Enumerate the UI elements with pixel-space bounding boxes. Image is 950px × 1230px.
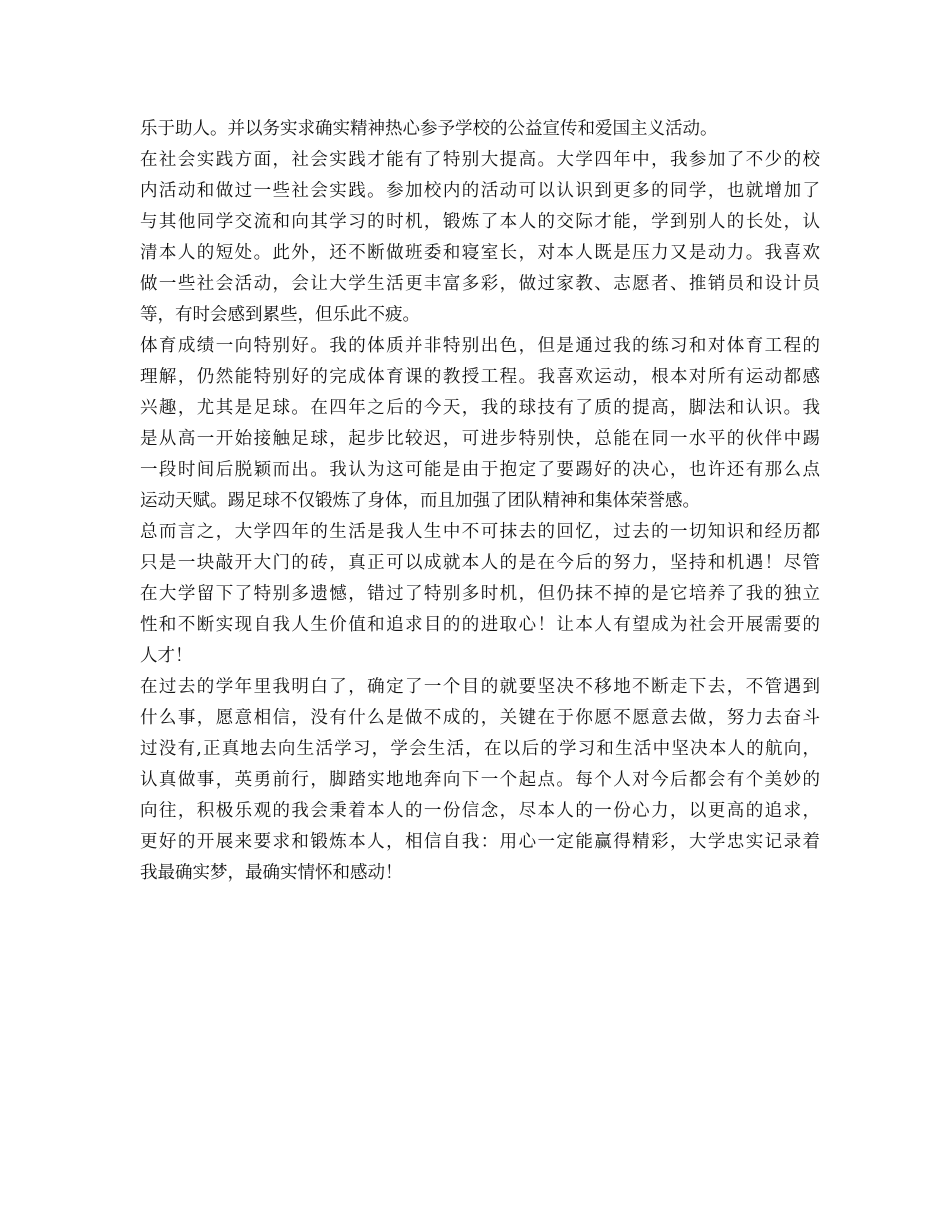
text-line: 性和不断实现自我人生价值和追求目的的进取心！让本人有望成为社会开展需要的 [140,615,820,635]
text-line: 一段时间后脱颖而出。我认为这可能是由于抱定了要踢好的决心，也许还有那么点 [140,460,820,480]
text-line: 在过去的学年里我明白了，确定了一个目的就要坚决不移地不断走下去，不管遇到 [140,677,820,697]
text-line: 只是一块敲开大门的砖，真正可以成就本人的是在今后的努力，坚持和机遇！尽管 [140,553,820,573]
text-line: 在社会实践方面，社会实践才能有了特别大提高。大学四年中，我参加了不少的校 [140,150,820,170]
text-line: 向往，积极乐观的我会秉着本人的一份信念，尽本人的一份心力，以更高的追求， [140,801,820,821]
text-line: 清本人的短处。此外，还不断做班委和寝室长，对本人既是压力又是动力。我喜欢 [140,243,820,263]
text-line: 认真做事，英勇前行，脚踏实地地奔向下一个起点。每个人对今后都会有个美妙的 [140,770,820,790]
text-line: 什么事，愿意相信，没有什么是做不成的，关键在于你愿不愿意去做，努力去奋斗 [140,708,820,728]
text-line: 我最确实梦，最确实情怀和感动！ [140,863,403,883]
text-line: 更好的开展来要求和锻炼本人，相信自我：用心一定能赢得精彩，大学忠实记录着 [140,832,820,852]
text-line: 与其他同学交流和向其学习的时机，锻炼了本人的交际才能，学到别人的长处，认 [140,212,820,232]
text-line: 过没有,正真地去向生活学习，学会生活，在以后的学习和生活中坚决本人的航向， [140,739,820,759]
document-body [140,114,820,889]
text-line: 乐于助人。并以务实求确实精神热心参予学校的公益宣传和爱国主义活动。 [140,119,718,139]
text-line: 内活动和做过一些社会实践。参加校内的活动可以认识到更多的同学，也就增加了 [140,181,820,201]
text-line: 在大学留下了特别多遗憾，错过了特别多时机，但仍抹不掉的是它培养了我的独立 [140,584,820,604]
text-line: 做一些社会活动，会让大学生活更丰富多彩，做过家教、志愿者、推销员和设计员 [140,274,820,294]
text-line: 等，有时会感到累些，但乐此不疲。 [140,305,420,325]
text-line: 人才！ [140,646,193,666]
text-line: 理解，仍然能特别好的完成体育课的教授工程。我喜欢运动，根本对所有运动都感 [140,367,820,387]
text-line: 是从高一开始接触足球，起步比较迟，可进步特别快，总能在同一水平的伙伴中踢 [140,429,820,449]
text-line: 总而言之，大学四年的生活是我人生中不可抹去的回忆，过去的一切知识和经历都 [140,522,820,542]
text-line: 体育成绩一向特别好。我的体质并非特别出色，但是通过我的练习和对体育工程的 [140,336,820,356]
text-line: 运动天赋。踢足球不仅锻炼了身体，而且加强了团队精神和集体荣誉感。 [140,491,700,511]
text-line: 兴趣，尤其是足球。在四年之后的今天，我的球技有了质的提高，脚法和认识。我 [140,398,820,418]
